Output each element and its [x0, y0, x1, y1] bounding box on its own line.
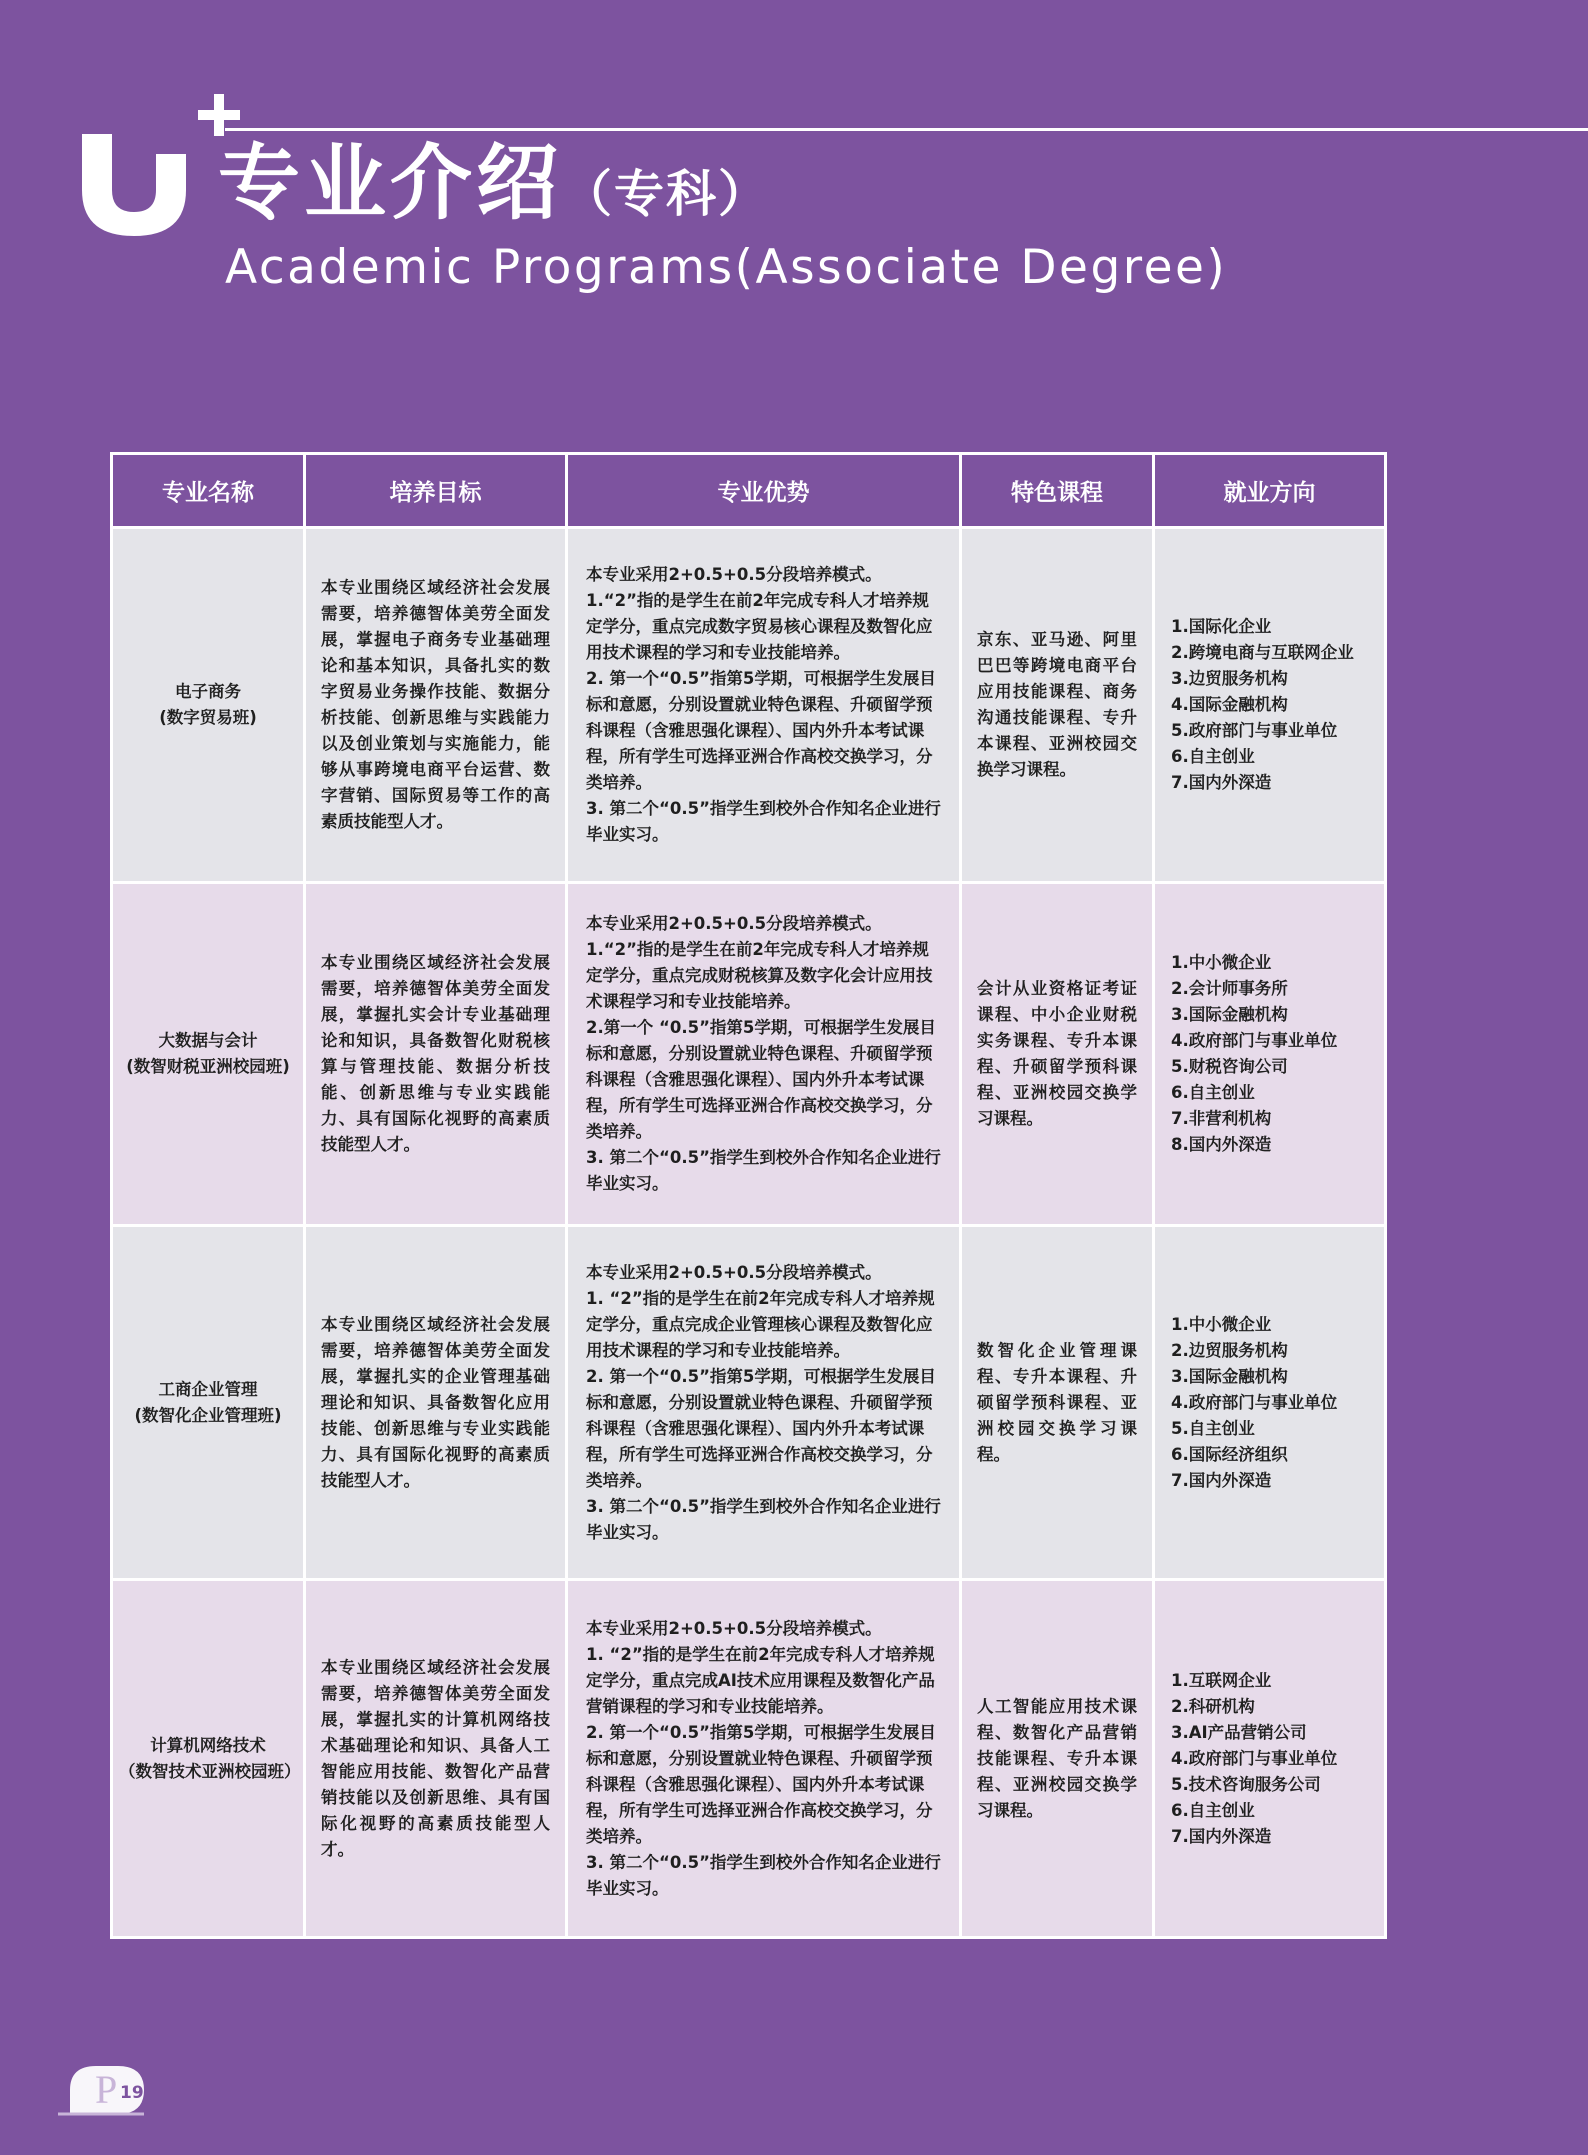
program-goal: 本专业围绕区域经济社会发展需要，培养德智体美劳全面发展，掌握扎实会计专业基础理论和知识，具备数智化财税核算与管理技能、数据分析技能、创新思维与专业实践能力、具有国际化视野的高素质技能型人才。: [321, 953, 550, 1154]
program-courses: 数智化企业管理课程、专升本课程、升硕留学预科课程、亚洲校园交换学习课程。: [977, 1340, 1137, 1464]
jobs-cell: [1154, 528, 1386, 883]
table-row: [112, 883, 1386, 1226]
program-jobs: 1.中小微企业 2.会计师事务所 3.国际金融机构 4.政府部门与事业单位 5.财税咨询公司 6.自主创业 7.非营利机构 8.国内外深造: [1171, 953, 1338, 1154]
header-cell: 培养目标: [305, 454, 567, 528]
jobs-cell: [1154, 1226, 1386, 1580]
advantage-cell: [567, 883, 961, 1226]
course-cell: [961, 883, 1154, 1226]
course-cell: [961, 1580, 1154, 1938]
program-advantage: 本专业采用2+0.5+0.5分段培养模式。 1. “2”指的是学生在前2年完成专科人才培养规定学分，重点完成AI技术应用课程及数智化产品营销课程的学习和专业技能培养。 2. 第一个“0.5”指第5学期，可根据学生发展目标和意愿，分别设置就业特色课程、升硕留学预科课程（含雅思强化课程）、国内外升本考试课程，所有学生可选择亚洲合作高校交换学习，分类培养。 3. 第二个“0.5”指学生到校外合作知名企业进行毕业实习。: [586, 1618, 941, 1898]
goal-cell: [305, 528, 567, 883]
page-title: [218, 134, 770, 244]
program-goal: 本专业围绕区域经济社会发展需要，培养德智体美劳全面发展，掌握扎实的计算机网络技术基础理论和知识、具备人工智能应用技能、数智化产品营销技能以及创新思维、具有国际化视野的高素质技能型人才。: [321, 1657, 550, 1859]
program-jobs: 1.国际化企业 2.跨境电商与互联网企业 3.边贸服务机构 4.国际金融机构 5.政府部门与事业单位 6.自主创业 7.国内外深造: [1171, 617, 1354, 792]
title-main: 专业介绍: [218, 136, 563, 231]
program-goal: 本专业围绕区域经济社会发展需要，培养德智体美劳全面发展，掌握扎实的企业管理基础理论和知识、具备数智化应用技能、创新思维与专业实践能力、具有国际化视野的高素质技能型人才。: [321, 1314, 550, 1490]
program-name-cell: [112, 528, 305, 883]
programs-table: [110, 452, 1387, 1939]
program-jobs: 1.互联网企业 2.科研机构 3.AI产品营销公司 4.政府部门与事业单位 5.技术咨询服务公司 6.自主创业 7.国内外深造: [1171, 1670, 1338, 1846]
program-jobs: 1.中小微企业 2.边贸服务机构 3.国际金融机构 4.政府部门与事业单位 5.自主创业 6.国际经济组织 7.国内外深造: [1171, 1314, 1338, 1490]
program-name: 工商企业管理 (数智化企业管理班): [134, 1379, 282, 1425]
program-name: 大数据与会计 (数智财税亚洲校园班): [126, 1031, 290, 1076]
table-row: [112, 1580, 1386, 1938]
goal-cell: [305, 1580, 567, 1938]
program-goal: 本专业围绕区域经济社会发展需要，培养德智体美劳全面发展，掌握电子商务专业基础理论和基本知识，具备扎实的数字贸易业务操作技能、数据分析技能、创新思维与实践能力以及创业策划与实施能力，能够从事跨境电商平台运营、数字营销、国际贸易等工作的高素质技能型人才。: [321, 578, 550, 831]
course-cell: [961, 1226, 1154, 1580]
page-number: 19: [120, 2083, 144, 2103]
program-courses: 会计从业资格证考证课程、中小企业财税实务课程、专升本课程、升硕留学预科课程、亚洲校园交换学习课程。: [977, 979, 1137, 1128]
program-courses: 人工智能应用技术课程、数智化产品营销技能课程、专升本课程、亚洲校园交换学习课程。: [977, 1696, 1137, 1820]
program-name-cell: [112, 1226, 305, 1580]
program-name-cell: [112, 1580, 305, 1938]
advantage-cell: [567, 1226, 961, 1580]
jobs-cell: [1154, 883, 1386, 1226]
title-sub: （专科）: [562, 165, 771, 223]
program-name-cell: [112, 883, 305, 1226]
program-advantage: 本专业采用2+0.5+0.5分段培养模式。 1. “2”指的是学生在前2年完成专科人才培养规定学分，重点完成企业管理核心课程及数智化应用技术课程的学习和专业技能培养。 2. 第一个“0.5”指第5学期，可根据学生发展目标和意愿，分别设置就业特色课程、升硕留学预科课程（含雅思强化课程）、国内外升本考试课程，所有学生可选择亚洲合作高校交换学习，分类培养。 3. 第二个“0.5”指学生到校外合作知名企业进行毕业实习。: [586, 1262, 941, 1542]
goal-cell: [305, 883, 567, 1226]
program-name: 电子商务 (数字贸易班): [159, 682, 257, 727]
course-cell: [961, 528, 1154, 883]
program-advantage: 本专业采用2+0.5+0.5分段培养模式。 1.“2”指的是学生在前2年完成专科人才培养规定学分，重点完成数字贸易核心课程及数智化应用技术课程的学习和专业技能培养。 2. 第一个“0.5”指第5学期，可根据学生发展目标和意愿，分别设置就业特色课程、升硕留学预科课程（含雅思强化课程）、国内外升本考试课程，所有学生可选择亚洲合作高校交换学习，分类培养。 3. 第二个“0.5”指学生到校外合作知名企业进行毕业实习。: [586, 565, 941, 844]
advantage-cell: [567, 1580, 961, 1938]
table-row: [112, 1226, 1386, 1580]
program-name: 计算机网络技术 （数智技术亚洲校园班）: [119, 1735, 301, 1781]
goal-cell: [305, 1226, 567, 1580]
header-cell: 专业名称: [112, 454, 305, 528]
advantage-cell: [567, 528, 961, 883]
table-header-row: [112, 454, 1386, 528]
jobs-cell: [1154, 1580, 1386, 1938]
program-advantage: 本专业采用2+0.5+0.5分段培养模式。 1.“2”指的是学生在前2年完成专科人才培养规定学分，重点完成财税核算及数字化会计应用技术课程学习和专业技能培养。 2.第一个 “0.5”指第5学期，可根据学生发展目标和意愿，分别设置就业特色课程、升硕留学预科课程（含雅思强化课程）、国内外升本考试课程，所有学生可选择亚洲合作高校交换学习，分类培养。 3. 第二个“0.5”指学生到校外合作知名企业进行毕业实习。: [586, 914, 941, 1193]
header-cell: 专业优势: [567, 454, 961, 528]
u-plus-logo: [78, 128, 192, 240]
header-cell: 特色课程: [961, 454, 1154, 528]
header-rule: [225, 128, 1588, 131]
program-courses: 京东、亚马逊、阿里巴巴等跨境电商平台应用技能课程、商务沟通技能课程、专升本课程、亚洲校园交换学习课程。: [977, 630, 1137, 779]
page-subtitle-en: Academic Programs(Associate Degree): [225, 240, 1228, 295]
page-letter: P: [95, 2067, 118, 2112]
table-row: [112, 528, 1386, 883]
header-cell: 就业方向: [1154, 454, 1386, 528]
plus-icon: [196, 92, 242, 138]
